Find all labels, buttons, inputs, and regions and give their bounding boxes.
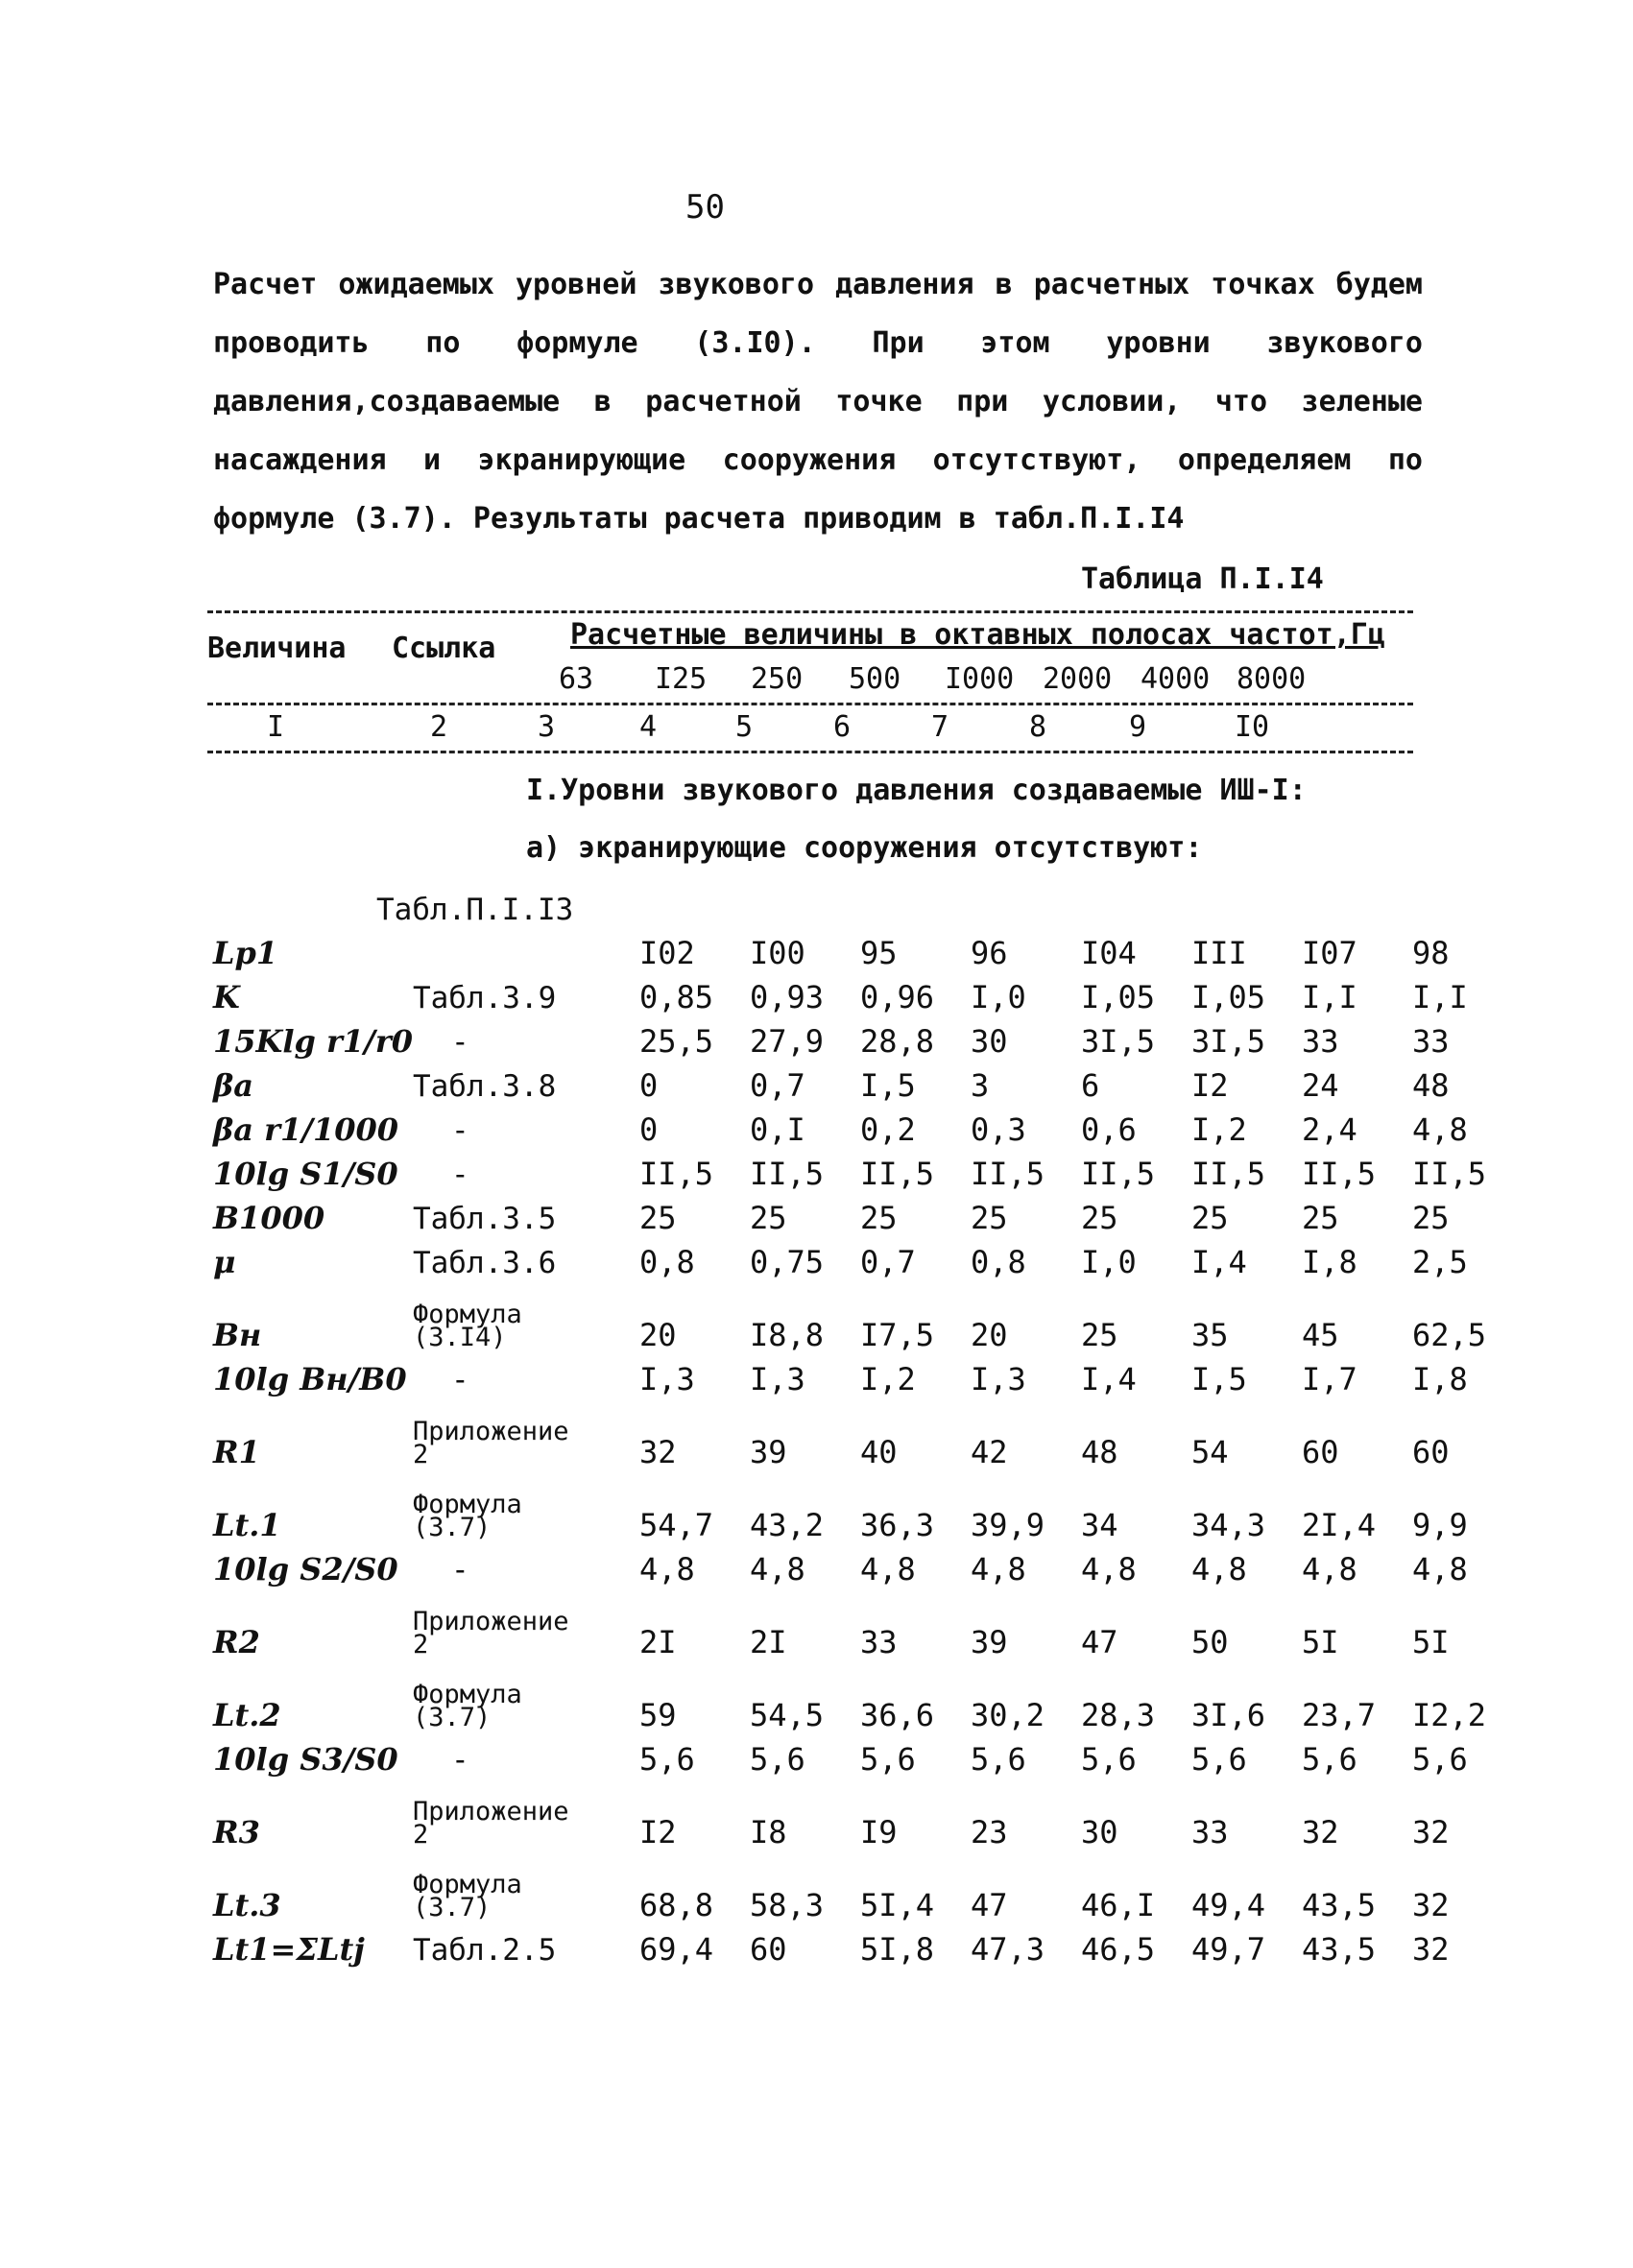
row-symbol: μ xyxy=(213,1244,236,1280)
row-reference xyxy=(413,1660,639,1733)
cell-value: 47,3 xyxy=(970,1931,1045,1968)
header-frequency: 500 xyxy=(849,662,901,696)
cell-value: 33 xyxy=(1301,1023,1339,1060)
cell-value: 28,8 xyxy=(859,1023,935,1060)
header-rule-top xyxy=(207,610,1413,613)
header-column-number: 3 xyxy=(538,710,556,744)
row-symbol: K xyxy=(213,979,240,1015)
cell-value: III xyxy=(1190,935,1247,971)
row-reference xyxy=(413,1778,639,1850)
cell-value: 32 xyxy=(1411,1814,1450,1850)
cell-value: 50 xyxy=(1190,1624,1229,1660)
row-reference: Табл.3.6 xyxy=(412,1246,557,1280)
cell-value: 25 xyxy=(1411,1200,1450,1236)
cell-value: 25 xyxy=(970,1200,1008,1236)
cell-value: I,4 xyxy=(1190,1244,1247,1280)
row-symbol: Lp1 xyxy=(213,935,278,971)
cell-value: I02 xyxy=(638,935,695,971)
header-quantity: Величина xyxy=(207,632,347,665)
cell-value: 5,6 xyxy=(638,1741,695,1778)
header-column-number: 7 xyxy=(931,710,949,744)
cell-value: 40 xyxy=(859,1434,898,1470)
cell-value: 42 xyxy=(970,1434,1008,1470)
cell-value: I,05 xyxy=(1080,979,1156,1015)
row-symbol: R3 xyxy=(213,1814,260,1850)
cell-value: 4,8 xyxy=(749,1551,805,1588)
header-frequency: 2000 xyxy=(1043,662,1113,696)
cell-value: 5,6 xyxy=(1411,1741,1468,1778)
cell-value: I00 xyxy=(749,935,805,971)
cell-value: 47 xyxy=(970,1887,1008,1923)
row-symbol: 15Klg r1/r0 xyxy=(213,1023,413,1060)
cell-value: 59 xyxy=(638,1697,677,1733)
cell-value: I,0 xyxy=(970,979,1026,1015)
calculation-table xyxy=(213,927,1489,1968)
cell-value: 23,7 xyxy=(1301,1697,1377,1733)
cell-value: 47 xyxy=(1080,1624,1118,1660)
cell-value: I8 xyxy=(749,1814,787,1850)
cell-value: 39,9 xyxy=(970,1507,1045,1543)
row-reference-text: Приложение 2 xyxy=(412,1607,569,1659)
cell-value: 54,7 xyxy=(638,1507,714,1543)
cell-value: I,I xyxy=(1301,979,1357,1015)
table-row xyxy=(213,971,1489,1015)
table-row xyxy=(213,1236,1489,1280)
table-row xyxy=(213,1280,1489,1353)
header-frequency: I25 xyxy=(655,662,708,696)
table-caption: Таблица П.I.I4 xyxy=(1081,562,1324,596)
row-symbol: βa xyxy=(213,1067,253,1104)
cell-value: 23 xyxy=(970,1814,1008,1850)
row-reference: - xyxy=(450,1158,469,1192)
cell-value: 5I xyxy=(1301,1624,1339,1660)
cell-value: 32 xyxy=(638,1434,677,1470)
cell-value: I,3 xyxy=(970,1361,1026,1397)
cell-value: 34 xyxy=(1080,1507,1118,1543)
table-row xyxy=(213,1588,1489,1660)
cell-value: I,I xyxy=(1411,979,1468,1015)
cell-value: 20 xyxy=(638,1317,677,1353)
cell-value: 60 xyxy=(1301,1434,1339,1470)
cell-value: 4,8 xyxy=(638,1551,695,1588)
cell-value: 9,9 xyxy=(1411,1507,1468,1543)
cell-value: I,5 xyxy=(1190,1361,1247,1397)
cell-value: 0,96 xyxy=(859,979,935,1015)
cell-value: 43,2 xyxy=(749,1507,825,1543)
cell-value: 0,6 xyxy=(1080,1111,1137,1148)
cell-value: 5I,4 xyxy=(859,1887,935,1923)
cell-value: 0 xyxy=(638,1111,659,1148)
subsection-title: а) экранирующие сооружения отсутствуют: xyxy=(526,831,1203,865)
cell-value: 36,6 xyxy=(859,1697,935,1733)
cell-value: 60 xyxy=(749,1931,787,1968)
cell-value: I,05 xyxy=(1190,979,1266,1015)
row-symbol: 10lg S3/S0 xyxy=(213,1741,398,1778)
cell-value: 98 xyxy=(1411,935,1450,971)
header-column-number: 6 xyxy=(833,710,852,744)
cell-value: 34,3 xyxy=(1190,1507,1266,1543)
cell-value: 5I xyxy=(1411,1624,1450,1660)
row-reference: - xyxy=(450,1553,469,1588)
table-row xyxy=(213,1397,1489,1470)
row-symbol: R1 xyxy=(213,1434,260,1470)
row-reference-text: Приложение 2 xyxy=(412,1797,569,1850)
cell-value: II,5 xyxy=(1411,1156,1487,1192)
row-reference-text: Приложение 2 xyxy=(412,1417,569,1469)
row-reference: Табл.3.8 xyxy=(412,1069,557,1104)
cell-value: 24 xyxy=(1301,1067,1339,1104)
row-reference-text: Формула (3.I4) xyxy=(412,1300,522,1352)
cell-value: 2I xyxy=(638,1624,677,1660)
header-frequency: 250 xyxy=(751,662,804,696)
row-reference: - xyxy=(450,1743,469,1778)
cell-value: 0 xyxy=(638,1067,659,1104)
intro-paragraph: Расчет ожидаемых уровней звукового давления в расчетных точках будем проводить по формуле (3.I0). При этом уровни звукового давления,создаваемые в расчетной точке при условии, что зеленые насаждения и экранирующие сооружения отсутствуют, определяем по формуле (3.7). Результаты расчета приводим в табл.П.I.I4 xyxy=(213,268,1423,536)
header-column-number: I0 xyxy=(1235,710,1270,744)
cell-value: I8,8 xyxy=(749,1317,825,1353)
cell-value: 5I,8 xyxy=(859,1931,935,1968)
header-column-number: 2 xyxy=(430,710,448,744)
cell-value: II,5 xyxy=(859,1156,935,1192)
cell-value: 0,7 xyxy=(859,1244,916,1280)
header-reference: Ссылка xyxy=(392,632,496,665)
cell-value: 5,6 xyxy=(1080,1741,1137,1778)
cell-value: 49,7 xyxy=(1190,1931,1266,1968)
cell-value: 43,5 xyxy=(1301,1887,1377,1923)
table-row xyxy=(213,1543,1489,1588)
cell-value: 5,6 xyxy=(859,1741,916,1778)
cell-value: I,2 xyxy=(1190,1111,1247,1148)
cell-value: 32 xyxy=(1411,1887,1450,1923)
cell-value: 25 xyxy=(1080,1317,1118,1353)
cell-value: II,5 xyxy=(1301,1156,1377,1192)
row-reference-text: Формула (3.7) xyxy=(412,1490,522,1542)
row-reference xyxy=(413,1470,639,1543)
cell-value: 39 xyxy=(970,1624,1008,1660)
row-reference: - xyxy=(450,1113,469,1148)
row-symbol: R2 xyxy=(213,1624,260,1660)
top-reference: Табл.П.I.I3 xyxy=(376,893,574,927)
cell-value: I,4 xyxy=(1080,1361,1137,1397)
cell-value: II,5 xyxy=(749,1156,825,1192)
cell-value: 4,8 xyxy=(1411,1551,1468,1588)
cell-value: 60 xyxy=(1411,1434,1450,1470)
table-row xyxy=(213,1660,1489,1733)
row-symbol: B1000 xyxy=(213,1200,325,1236)
cell-value: 0,I xyxy=(749,1111,805,1148)
row-symbol: Lt.2 xyxy=(213,1697,281,1733)
cell-value: 2I xyxy=(749,1624,787,1660)
cell-value: 96 xyxy=(970,935,1008,971)
row-symbol: 10lg Bн/B0 xyxy=(213,1361,407,1397)
table-row xyxy=(213,1060,1489,1104)
row-reference: - xyxy=(450,1363,469,1397)
cell-value: 43,5 xyxy=(1301,1931,1377,1968)
row-reference xyxy=(413,1850,639,1923)
cell-value: I2 xyxy=(638,1814,677,1850)
cell-value: 4,8 xyxy=(970,1551,1026,1588)
cell-value: 4,8 xyxy=(1190,1551,1247,1588)
table-row xyxy=(213,1015,1489,1060)
table-row xyxy=(213,1148,1489,1192)
cell-value: 3I,5 xyxy=(1190,1023,1266,1060)
header-column-number: I xyxy=(267,710,285,744)
cell-value: 20 xyxy=(970,1317,1008,1353)
cell-value: 5,6 xyxy=(970,1741,1026,1778)
cell-value: II,5 xyxy=(638,1156,714,1192)
cell-value: 54,5 xyxy=(749,1697,825,1733)
cell-value: 33 xyxy=(859,1624,898,1660)
cell-value: II,5 xyxy=(1080,1156,1156,1192)
page-number: 50 xyxy=(685,188,725,227)
table-row xyxy=(213,1470,1489,1543)
cell-value: 3 xyxy=(970,1067,990,1104)
cell-value: 5,6 xyxy=(1190,1741,1247,1778)
cell-value: 25,5 xyxy=(638,1023,714,1060)
cell-value: 54 xyxy=(1190,1434,1229,1470)
cell-value: II,5 xyxy=(1190,1156,1266,1192)
cell-value: I7,5 xyxy=(859,1317,935,1353)
table-row xyxy=(213,1850,1489,1923)
cell-value: 0,8 xyxy=(638,1244,695,1280)
table-row xyxy=(213,1923,1489,1968)
row-reference: Табл.2.5 xyxy=(412,1933,557,1968)
cell-value: I,3 xyxy=(638,1361,695,1397)
cell-value: I,7 xyxy=(1301,1361,1357,1397)
row-symbol: 10lg S2/S0 xyxy=(213,1551,398,1588)
cell-value: I,8 xyxy=(1411,1361,1468,1397)
header-frequency: 4000 xyxy=(1141,662,1211,696)
cell-value: 2,5 xyxy=(1411,1244,1468,1280)
row-symbol: Lt.1 xyxy=(213,1507,281,1543)
table-row xyxy=(213,1733,1489,1778)
cell-value: 2I,4 xyxy=(1301,1507,1377,1543)
cell-value: I,3 xyxy=(749,1361,805,1397)
cell-value: 32 xyxy=(1301,1814,1339,1850)
header-rule-bottom xyxy=(207,751,1413,753)
cell-value: 5,6 xyxy=(1301,1741,1357,1778)
row-reference xyxy=(413,927,639,971)
row-reference-text: Формула (3.7) xyxy=(412,1680,522,1732)
cell-value: 36,3 xyxy=(859,1507,935,1543)
section-title: I.Уровни звукового давления создаваемые ИШ-I: xyxy=(526,774,1307,807)
row-symbol: Lt1=ΣLtj xyxy=(213,1931,365,1968)
cell-value: 0,2 xyxy=(859,1111,916,1148)
cell-value: 0,7 xyxy=(749,1067,805,1104)
cell-value: 3I,5 xyxy=(1080,1023,1156,1060)
row-symbol: βa r1/1000 xyxy=(213,1111,398,1148)
header-column-number: 4 xyxy=(639,710,658,744)
row-reference xyxy=(413,1397,639,1470)
cell-value: 46,I xyxy=(1080,1887,1156,1923)
row-symbol: Lt.3 xyxy=(213,1887,281,1923)
cell-value: 4,8 xyxy=(859,1551,916,1588)
row-reference: Табл.3.5 xyxy=(412,1202,557,1236)
cell-value: 39 xyxy=(749,1434,787,1470)
cell-value: 25 xyxy=(1190,1200,1229,1236)
header-column-number: 8 xyxy=(1029,710,1047,744)
cell-value: 6 xyxy=(1080,1067,1100,1104)
cell-value: 49,4 xyxy=(1190,1887,1266,1923)
header-column-number: 9 xyxy=(1129,710,1147,744)
cell-value: 27,9 xyxy=(749,1023,825,1060)
cell-value: 48 xyxy=(1411,1067,1450,1104)
row-reference: - xyxy=(450,1025,469,1060)
header-frequency: I000 xyxy=(945,662,1015,696)
row-symbol: Bн xyxy=(213,1317,262,1353)
row-reference xyxy=(413,1280,639,1353)
cell-value: 25 xyxy=(749,1200,787,1236)
cell-value: 30 xyxy=(970,1023,1008,1060)
table-row xyxy=(213,1104,1489,1148)
cell-value: I,0 xyxy=(1080,1244,1137,1280)
cell-value: 35 xyxy=(1190,1317,1229,1353)
cell-value: 25 xyxy=(1080,1200,1118,1236)
header-column-number: 5 xyxy=(735,710,754,744)
cell-value: 69,4 xyxy=(638,1931,714,1968)
cell-value: 5,6 xyxy=(749,1741,805,1778)
cell-value: 30 xyxy=(1080,1814,1118,1850)
table-row xyxy=(213,1353,1489,1397)
cell-value: 0,85 xyxy=(638,979,714,1015)
row-symbol: 10lg S1/S0 xyxy=(213,1156,398,1192)
table-row xyxy=(213,1778,1489,1850)
cell-value: 32 xyxy=(1411,1931,1450,1968)
cell-value: 0,93 xyxy=(749,979,825,1015)
header-rule-middle xyxy=(207,703,1413,705)
cell-value: 33 xyxy=(1411,1023,1450,1060)
cell-value: I,8 xyxy=(1301,1244,1357,1280)
cell-value: 48 xyxy=(1080,1434,1118,1470)
cell-value: 25 xyxy=(638,1200,677,1236)
cell-value: 2,4 xyxy=(1301,1111,1357,1148)
cell-value: 28,3 xyxy=(1080,1697,1156,1733)
cell-value: 68,8 xyxy=(638,1887,714,1923)
table-row xyxy=(213,927,1489,971)
cell-value: I,2 xyxy=(859,1361,916,1397)
cell-value: 25 xyxy=(859,1200,898,1236)
cell-value: 62,5 xyxy=(1411,1317,1487,1353)
header-frequency: 8000 xyxy=(1237,662,1307,696)
row-reference xyxy=(413,1588,639,1660)
header-frequency: 63 xyxy=(559,662,594,696)
cell-value: 4,8 xyxy=(1080,1551,1137,1588)
cell-value: I07 xyxy=(1301,935,1357,971)
cell-value: I,5 xyxy=(859,1067,916,1104)
table-row xyxy=(213,1192,1489,1236)
cell-value: 3I,6 xyxy=(1190,1697,1266,1733)
cell-value: 33 xyxy=(1190,1814,1229,1850)
cell-value: 45 xyxy=(1301,1317,1339,1353)
cell-value: 4,8 xyxy=(1301,1551,1357,1588)
cell-value: II,5 xyxy=(970,1156,1045,1192)
header-group-title: Расчетные величины в октавных полосах частот,Гц xyxy=(570,618,1385,652)
row-reference: Табл.3.9 xyxy=(412,981,557,1015)
cell-value: I2,2 xyxy=(1411,1697,1487,1733)
cell-value: 4,8 xyxy=(1411,1111,1468,1148)
cell-value: 0,3 xyxy=(970,1111,1026,1148)
cell-value: 0,8 xyxy=(970,1244,1026,1280)
cell-value: I04 xyxy=(1080,935,1137,971)
cell-value: 46,5 xyxy=(1080,1931,1156,1968)
cell-value: 58,3 xyxy=(749,1887,825,1923)
cell-value: 30,2 xyxy=(970,1697,1045,1733)
cell-value: I2 xyxy=(1190,1067,1229,1104)
row-reference-text: Формула (3.7) xyxy=(412,1870,522,1922)
cell-value: I9 xyxy=(859,1814,898,1850)
cell-value: 25 xyxy=(1301,1200,1339,1236)
cell-value: 95 xyxy=(859,935,898,971)
cell-value: 0,75 xyxy=(749,1244,825,1280)
